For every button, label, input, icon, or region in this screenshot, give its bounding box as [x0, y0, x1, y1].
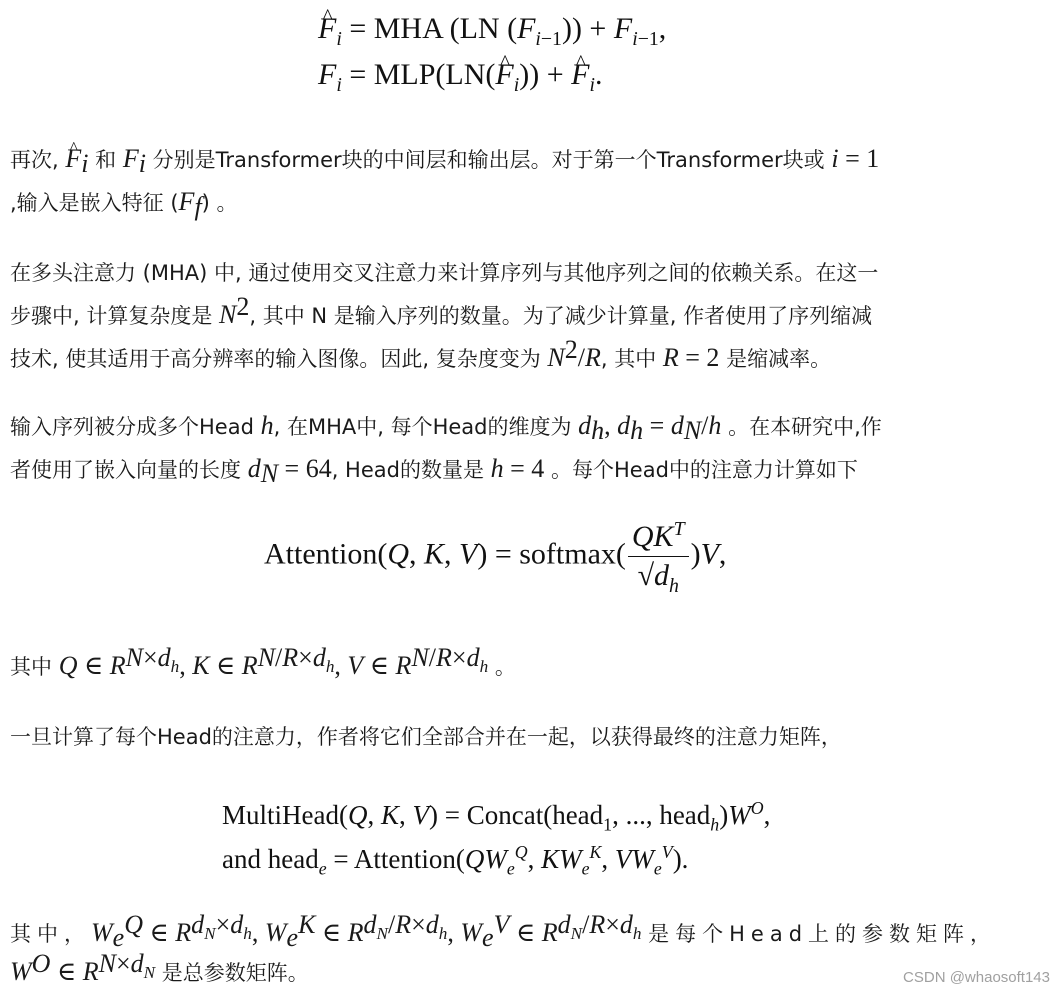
text-line: 步骤中, 计算复杂度是 $N^2$, 其中 N 是输入序列的数量。为了减少计算量, 作者使用了序列缩减	[10, 292, 873, 329]
equation-multihead	[222, 793, 770, 881]
paragraph-heads	[10, 405, 882, 491]
equation-line-mha: ^ $F_i$ = MHA (LN $(F_{i-1})) + F_{i-1}$,	[318, 6, 666, 52]
paragraph-mha	[10, 252, 878, 380]
equation-line-multihead: MultiHead(Q, K, V) = Concat(head$_1$, ..., $head_h)W^O$,	[222, 798, 771, 835]
paragraph-merge: 一旦计算了每个Head的注意力，作者将它们全部合并在一起，以获得最终的注意力矩阵，	[10, 725, 842, 749]
fraction: $\frac{QK^T}{√d_h}$	[628, 520, 689, 593]
paragraph-qkv-dims: 其中 Q ∈ $R^{N\times d_h}$, K ∈ $R^{N/R\times d_h}$, V ∈ $R^{N/R\times d_h}$ 。	[10, 643, 516, 680]
equation-line-head: and head$_e$ = $Attention(QW_e^Q$, $KW_e^K$, $VW_e^V$).	[222, 842, 689, 879]
text-line: 其中，$W_e^Q$ ∈ $R^{d_N\times d_h}$, $W_e^K$ ∈ $R^{d_N/R\times d_h}$, $W_e^V$ ∈ $R^{d_N/R\times d_h}$ 是每个Head上的参数矩阵，	[10, 910, 998, 953]
text-line: 在多头注意力 (MHA) 中, 通过使用交叉注意力来计算序列与其他序列之间的依赖关系。在这一	[10, 261, 879, 285]
paragraph-layers	[10, 138, 879, 224]
equation-line-mlp: $F_i$ = MLP(LN(^ $F_i$)) + ^ $F_i$.	[318, 52, 666, 98]
equation-attention: Attention(Q, K, V) = softmax( $\frac{QK^T}{√d_h}$ )V,	[264, 518, 727, 597]
paragraph-weights	[10, 912, 997, 994]
text-line: 再次, ^ $F_i$ 和 $F_i$ 分别是Transformer块的中间层和输出层。对于第一个Transformer块或 i = 1	[10, 138, 879, 181]
text-line: 输入序列被分成多个Head h, 在MHA中, 每个Head的维度为 $d_h$, $d_h = d_N/h$ 。在本研究中,作	[10, 411, 882, 446]
equation-residual	[318, 6, 666, 98]
watermark: CSDN @whaosoft143	[903, 969, 1050, 986]
text-line: 技术, 使其适用于高分辨率的输入图像。因此, 复杂度变为 $N^2/R$, 其中 R = 2 是缩减率。	[10, 335, 832, 372]
text-line: 者使用了嵌入向量的长度 $d_N = 64$, Head的数量是 h = 4 。每个Head中的注意力计算如下	[10, 454, 858, 489]
text-line: $W^O$ ∈ $R^{N\times d_N}$ 是总参数矩阵。	[10, 949, 309, 986]
text-line: ,输入是嵌入特征 $(F_f)$ 。	[10, 187, 238, 222]
